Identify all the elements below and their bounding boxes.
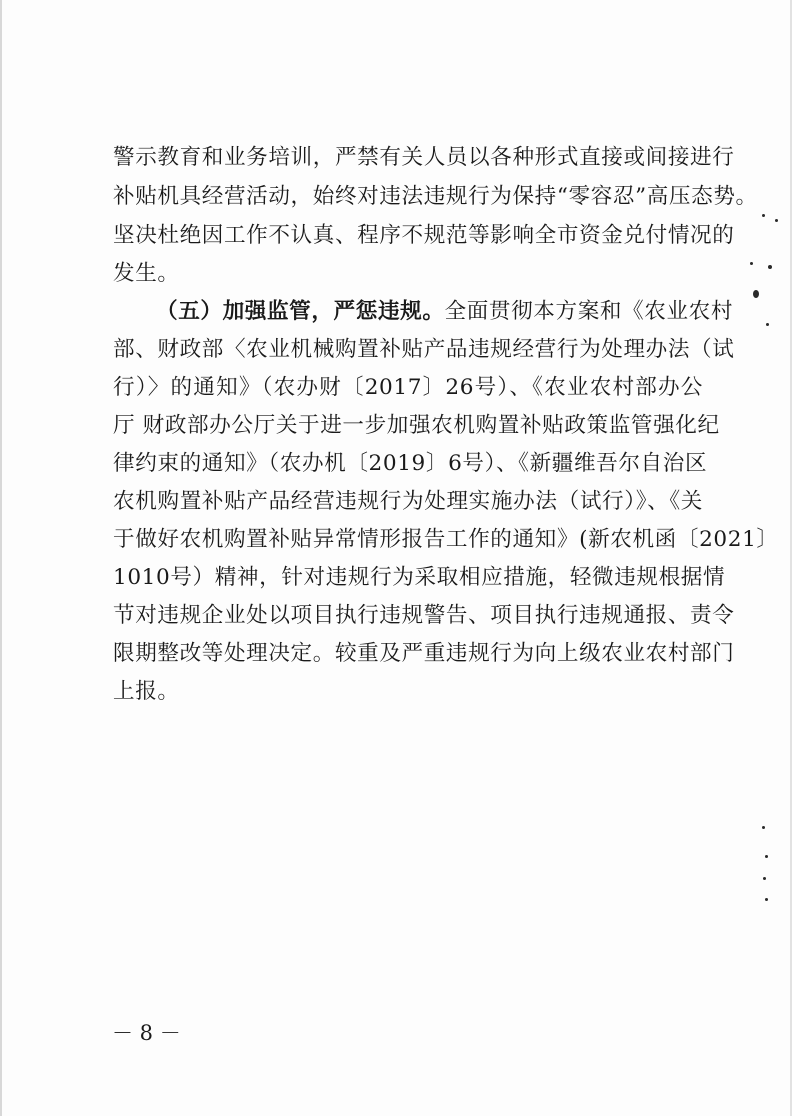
scan-speck (750, 262, 753, 265)
section-5-heading: （五）加强监管，严惩违规。 (156, 299, 445, 324)
section-5-line-7: 于做好农机购置补贴异常情形报告工作的通知》(新农机函〔2021〕 (113, 527, 779, 552)
page-number: － 8 － (112, 1021, 181, 1045)
scan-speck (765, 898, 768, 901)
section-5-line-10: 限期整改等处理决定。较重及严重违规行为向上级农业农村部门 (113, 641, 735, 666)
scan-speck (768, 265, 772, 269)
scan-speck (775, 219, 778, 222)
section-5-line-2: 部、财政部〈农业机械购置补贴产品违规经营行为处理办法（试 (113, 337, 735, 362)
body-line-4: 发生。 (113, 261, 180, 286)
section-5-line-6: 农机购置补贴产品经营违规行为处理实施办法（试行）》、《关 (113, 489, 703, 514)
scan-speck (763, 877, 766, 880)
scan-speck (765, 855, 768, 858)
section-5-line-3: 行）〉的通知》（农办财〔2017〕26号）、《农业农村部办公 (113, 375, 703, 400)
section-5-first-line-text: 全面贯彻本方案和《农业农村 (444, 299, 734, 324)
body-line-2: 补贴机具经营活动，始终对违法违规行为保持“零容忍”高压态势。 (113, 184, 758, 209)
body-line-3: 坚决杜绝因工作不认真、程序不规范等影响全市资金兑付情况的 (113, 223, 735, 248)
section-5-first-line (156, 294, 734, 330)
scan-speck (762, 826, 765, 829)
body-line-1: 警示教育和业务培训，严禁有关人员以各种形式直接或间接进行 (113, 145, 735, 170)
section-5-line-11: 上报。 (113, 679, 180, 704)
section-5-line-9: 节对违规企业处以项目执行违规警告、项目执行违规通报、责令 (113, 603, 735, 628)
section-5-line-5: 律约束的通知》（农办机〔2019〕6号）、《新疆维吾尔自治区 (113, 451, 708, 476)
section-5-line-8: 1010号）精神，针对违规行为采取相应措施，轻微违规根据情 (113, 565, 726, 590)
section-5-line-4: 厅 财政部办公厅关于进一步加强农机购置补贴政策监管强化纪 (113, 413, 720, 438)
scan-speck (766, 323, 769, 326)
scan-speck (753, 290, 759, 298)
scan-edge-left (0, 0, 2, 1116)
scan-speck (762, 214, 765, 217)
